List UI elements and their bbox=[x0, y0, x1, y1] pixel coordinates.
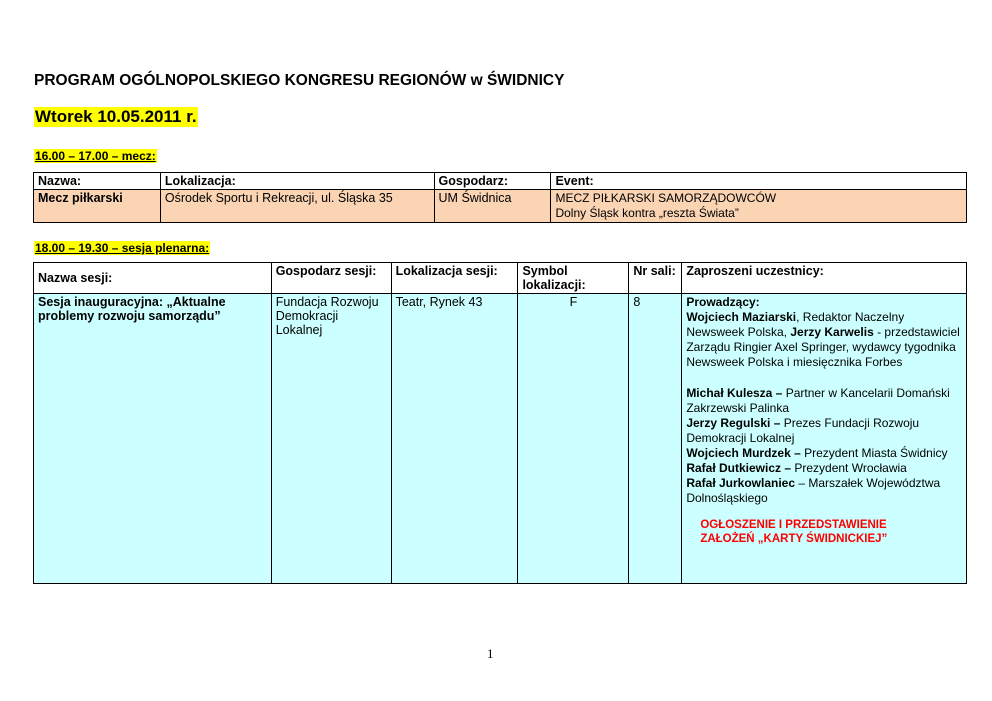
participant-name: Michał Kulesza – bbox=[686, 386, 783, 400]
date-heading: Wtorek 10.05.2011 r. bbox=[35, 107, 197, 126]
participant-role: Prezydent Miasta Świdnicy bbox=[800, 446, 948, 460]
session-symbol: F bbox=[518, 294, 629, 584]
header-participants: Zaproszeni uczestnicy: bbox=[682, 263, 967, 294]
match-table bbox=[33, 172, 967, 223]
table-header-row bbox=[34, 173, 967, 190]
match-time-label: 16.00 – 17.00 – mecz: bbox=[35, 149, 156, 163]
header-name: Nazwa: bbox=[34, 173, 161, 190]
list-item bbox=[686, 446, 962, 461]
participant-role: – Marszałek Województwa Dolnośląskiego bbox=[686, 476, 941, 505]
header-host: Gospodarz: bbox=[434, 173, 551, 190]
participant-role: Prezes Fundacji Rozwoju Demokracji Lokalnej bbox=[686, 416, 920, 445]
announcement-line: OGŁOSZENIE I PRZEDSTAWIENIE bbox=[700, 519, 887, 531]
session-host: Fundacja Rozwoju Demokracji Lokalnej bbox=[271, 294, 391, 584]
page-title: PROGRAM OGÓLNOPOLSKIEGO KONGRESU REGIONÓW w ŚWIDNICY bbox=[34, 72, 565, 89]
header-symbol: Symbol lokalizacji: bbox=[518, 263, 629, 294]
match-location: Ośrodek Sportu i Rekreacji, ul. Śląska 35 bbox=[160, 190, 434, 223]
match-host: UM Świdnica bbox=[434, 190, 551, 223]
session-location: Teatr, Rynek 43 bbox=[391, 294, 518, 584]
session-name: Sesja inauguracyjna: „Aktualne problemy rozwoju samorządu” bbox=[34, 294, 272, 584]
participant-name: Jerzy Karwelis bbox=[790, 325, 874, 339]
page-number: 1 bbox=[487, 646, 494, 661]
participant-name: Wojciech Murdzek – bbox=[686, 446, 801, 460]
participant-name: Wojciech Maziarski bbox=[686, 310, 797, 324]
header-room: Nr sali: bbox=[629, 263, 682, 294]
participant-name: Rafał Dutkiewicz – bbox=[686, 461, 792, 475]
match-name: Mecz piłkarski bbox=[34, 190, 161, 223]
moderators-label: Prowadzący: bbox=[686, 295, 760, 309]
participant-role: Prezydent Wrocławia bbox=[791, 461, 907, 475]
session-room: 8 bbox=[629, 294, 682, 584]
participant-role: , Redaktor Naczelny Newsweek Polska, bbox=[686, 310, 905, 339]
participant-role: - przedstawiciel Zarządu Ringier Axel Springer, wydawcy tygodnika Newsweek Polska i miesięcznika Forbes bbox=[686, 325, 960, 369]
list-item bbox=[686, 461, 962, 476]
announcement-line: ZAŁOŻEŃ „KARTY ŚWIDNICKIEJ” bbox=[700, 533, 888, 545]
header-location: Lokalizacja: bbox=[160, 173, 434, 190]
header-session-name: Nazwa sesji: bbox=[34, 263, 272, 294]
header-event: Event: bbox=[551, 173, 967, 190]
event-subtitle: Dolny Śląsk kontra „reszta Świata” bbox=[555, 206, 739, 220]
table-row bbox=[34, 294, 967, 584]
list-item bbox=[686, 416, 962, 446]
event-title: MECZ PIŁKARSKI SAMORZĄDOWCÓW bbox=[555, 191, 777, 205]
moderators-list bbox=[686, 310, 962, 370]
session-table bbox=[33, 262, 967, 584]
list-item bbox=[686, 386, 962, 416]
header-session-location: Lokalizacja sesji: bbox=[391, 263, 518, 294]
header-session-host: Gospodarz sesji: bbox=[271, 263, 391, 294]
participant-name: Jerzy Regulski – bbox=[686, 416, 781, 430]
list-item bbox=[686, 476, 962, 506]
session-participants bbox=[682, 294, 967, 584]
table-row bbox=[34, 190, 967, 223]
session-time-label: 18.00 – 19.30 – sesja plenarna: bbox=[35, 241, 210, 255]
table-header-row bbox=[34, 263, 967, 294]
match-event bbox=[551, 190, 967, 223]
participant-role: Partner w Kancelarii Domański Zakrzewski Palinka bbox=[686, 386, 950, 415]
participant-name: Rafał Jurkowlaniec bbox=[686, 476, 796, 490]
